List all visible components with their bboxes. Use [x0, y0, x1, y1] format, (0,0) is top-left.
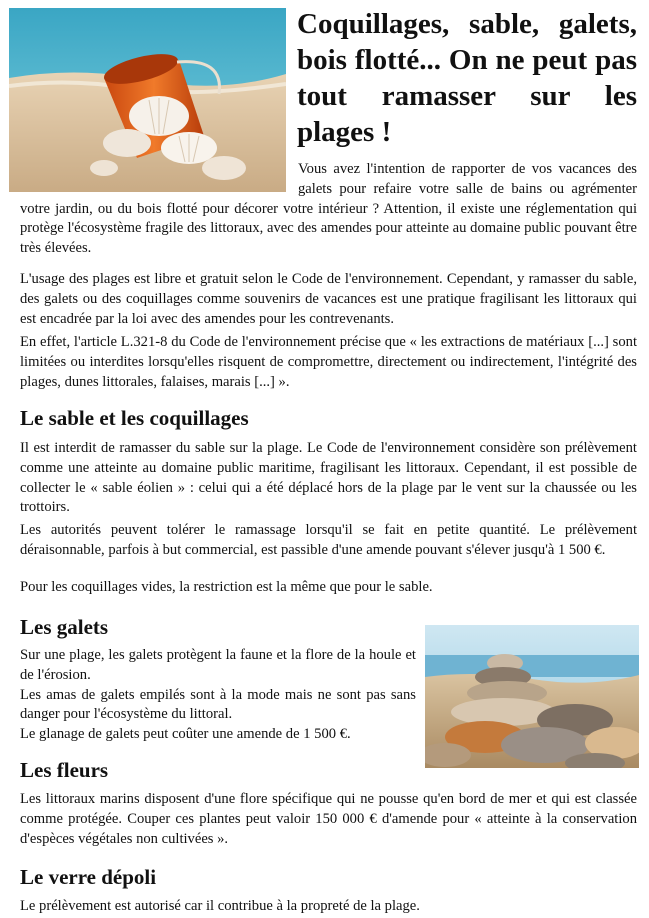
intro-paragraph [20, 160, 637, 259]
galets-line-1: Sur une plage, les galets protègent la faune et la flore de la houle et de l'érosion. [20, 647, 416, 683]
sable-paragraph-1: Il est interdit de ramasser du sable sur la plage. Le Code de l'environnement considère son prélèvement comme une atteinte au domaine public maritime, fragilisant les littoraux. Cependant, il est possible de collecter le « sable éolien » : celui qui a été déplacé hors de la plage par le vent sur la chaussée ou les trottoirs. [20, 440, 637, 516]
verre-paragraph: Le prélèvement est autorisé car il contribue à la propreté de la plage. [20, 898, 420, 914]
sable-paragraph-3: Pour les coquillages vides, la restriction est la même que pour le sable. [20, 579, 433, 595]
galets-image [425, 625, 639, 768]
sable-paragraph-2: Les autorités peuvent tolérer le ramassage lorsqu'il se fait en petite quantité. Le prélèvement déraisonnable, parfois à but commercial, est passible d'une amende pouvant s'élever jusqu'à 1 500 €. [20, 522, 637, 558]
image-wrap-spacer [20, 160, 298, 196]
galets-line-2: Les amas de galets empilés sont à la mode mais ne sont pas sans danger pour l'écosystème du littoral. [20, 686, 416, 723]
heading-galets: Les galets [20, 615, 109, 639]
heading-sable: Le sable et les coquillages [20, 406, 249, 430]
fleurs-paragraph: Les littoraux marins disposent d'une flore spécifique qui ne pousse qu'en bord de mer et qui est classée comme protégée. Couper ces plantes peut valoir 150 000 € d'amende pour « atteinte à la conservation d'espèces végétales non cultivées ». [20, 791, 637, 847]
article-title: Coquillages, sable, galets, bois flotté... On ne peut pas tout ramasser sur les plages ! [297, 8, 637, 148]
intro-text: Vous avez l'intention de rapporter de vos vacances des galets pour refaire votre salle de bains ou agrémenter votre jardin, ou du bois flotté pour décorer votre intérieur ? Attention, il existe une réglementation qui protège l'écosystème fragile des littoraux, avec des amendes pour atteinte au domaine public pouvant être très élevées. [20, 161, 637, 257]
stacked-pebbles-icon [425, 625, 639, 768]
galets-line-3: Le glanage de galets peut coûter une amende de 1 500 €. [20, 726, 351, 743]
heading-verre: Le verre dépoli [20, 865, 157, 889]
galets-text [20, 646, 416, 745]
article-law-paragraph: En effet, l'article L.321-8 du Code de l'environnement précise que « les extractions de matériaux [...] sont limitées ou interdites lorsqu'elles risquent de compromettre, directement ou indirectement, l'intégrité des plages, dunes littorales, falaises, marais [...] ». [20, 334, 637, 390]
usage-paragraph: L'usage des plages est libre et gratuit selon le Code de l'environnement. Cependant, y ramasser du sable, des galets ou des coquillages comme souvenirs de vacances est une pratique fragilisant les littoraux qui est encadrée par la loi avec des amendes pour les contrevenants. [20, 271, 637, 327]
heading-fleurs: Les fleurs [20, 758, 109, 782]
